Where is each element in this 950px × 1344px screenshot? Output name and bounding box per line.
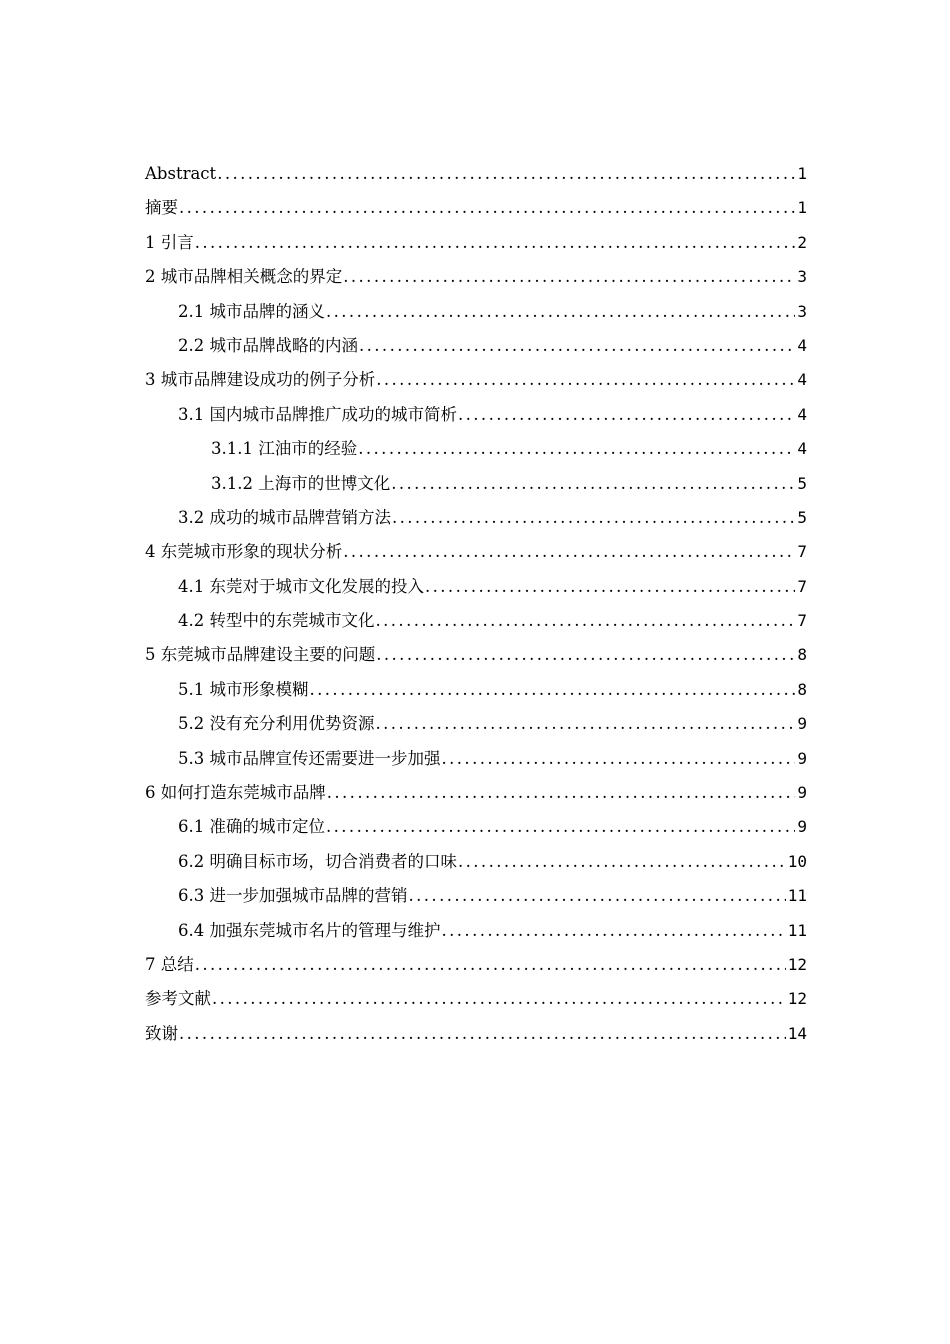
toc-dot-leader: [195, 948, 786, 982]
toc-entry-5[interactable]: [145, 638, 807, 672]
toc-entry-6-3[interactable]: [145, 879, 807, 913]
toc-page-number: 1: [797, 198, 807, 218]
toc-entry-title: 4 东莞城市形象的现状分析: [145, 542, 343, 562]
toc-page-number: 8: [797, 645, 807, 665]
toc-entry-title: 3.2 成功的城市品牌营销方法: [178, 507, 391, 527]
toc-page-number: 11: [787, 886, 807, 906]
toc-entry-2-2[interactable]: [145, 329, 807, 363]
toc-page-number: 8: [797, 679, 807, 699]
toc-dot-leader: [217, 157, 795, 191]
toc-page-number: 12: [787, 989, 807, 1009]
toc-page-number: 11: [787, 920, 807, 940]
toc-dot-leader: [409, 879, 786, 913]
toc-dot-leader: [310, 673, 796, 707]
toc-page-number: 9: [797, 748, 807, 768]
toc-dot-leader: [343, 260, 795, 294]
toc-entry-title: 3.1 国内城市品牌推广成功的城市简析: [178, 404, 457, 424]
toc-entry-title: 5.2 没有充分利用优势资源: [178, 714, 375, 734]
toc-page-number: 9: [797, 783, 807, 803]
toc-dot-leader: [458, 845, 786, 879]
toc-dot-leader: [376, 604, 796, 638]
toc-entry-7[interactable]: [145, 948, 807, 982]
toc-entry-6[interactable]: [145, 776, 807, 810]
toc-page-number: 4: [797, 404, 807, 424]
toc-dot-leader: [376, 707, 796, 741]
toc-entry-3[interactable]: [145, 363, 807, 397]
toc-entry-title: 5 东莞城市品牌建设主要的问题: [145, 645, 376, 665]
toc-entry-title: 1 引言: [145, 232, 194, 252]
toc-page-number: 7: [797, 576, 807, 596]
toc-entry-3-1[interactable]: [145, 398, 807, 432]
toc-entry-acknowledgements[interactable]: [145, 1017, 807, 1051]
toc-dot-leader: [359, 329, 795, 363]
toc-page-number: 3: [797, 301, 807, 321]
toc-dot-leader: [326, 295, 795, 329]
toc-entry-abstract[interactable]: [145, 157, 807, 191]
toc-entry-title: 3.1.2 上海市的世博文化: [211, 473, 391, 493]
toc-entry-title: 参考文献: [145, 989, 211, 1009]
toc-entry-title: 3 城市品牌建设成功的例子分析: [145, 370, 376, 390]
toc-entry-4-2[interactable]: [145, 604, 807, 638]
toc-dot-leader: [343, 535, 795, 569]
toc-page-number: 2: [797, 232, 807, 252]
toc-page-number: 9: [797, 817, 807, 837]
toc-dot-leader: [391, 467, 795, 501]
toc-dot-leader: [425, 570, 795, 604]
toc-page-number: 4: [797, 370, 807, 390]
toc-entry-title: Abstract: [145, 164, 217, 183]
toc-entry-title: 6 如何打造东莞城市品牌: [145, 783, 326, 803]
toc-entry-5-1[interactable]: [145, 673, 807, 707]
toc-entry-title: 3.1.1 江油市的经验: [211, 439, 358, 459]
toc-entry-title: 2 城市品牌相关概念的界定: [145, 267, 343, 287]
toc-dot-leader: [442, 914, 786, 948]
toc-dot-leader: [179, 1017, 786, 1051]
toc-dot-leader: [195, 226, 796, 260]
toc-entry-6-1[interactable]: [145, 810, 807, 844]
toc-dot-leader: [392, 501, 795, 535]
toc-entry-6-4[interactable]: [145, 914, 807, 948]
toc-entry-6-2[interactable]: [145, 845, 807, 879]
toc-page-number: 4: [797, 335, 807, 355]
toc-dot-leader: [442, 742, 796, 776]
toc-entry-4[interactable]: [145, 535, 807, 569]
toc-page-number: 14: [787, 1023, 807, 1043]
toc-entry-title: 6.4 加强东莞城市名片的管理与维护: [178, 920, 441, 940]
toc-entry-title: 6.2 明确目标市场，切合消费者的口味: [178, 851, 457, 871]
toc-dot-leader: [212, 982, 786, 1016]
toc-entry-title: 致谢: [145, 1023, 178, 1043]
toc-entry-2[interactable]: [145, 260, 807, 294]
toc-dot-leader: [376, 363, 795, 397]
toc-page-number: 5: [797, 507, 807, 527]
toc-entry-5-2[interactable]: [145, 707, 807, 741]
toc-dot-leader: [327, 776, 796, 810]
toc-entry-5-3[interactable]: [145, 742, 807, 776]
toc-page-number: 1: [797, 164, 807, 183]
toc-dot-leader: [326, 810, 795, 844]
toc-dot-leader: [358, 432, 795, 466]
toc-dot-leader: [179, 191, 795, 225]
toc-entry-title: 2.2 城市品牌战略的内涵: [178, 335, 358, 355]
toc-entry-title: 4.1 东莞对于城市文化发展的投入: [178, 576, 424, 596]
toc-page-number: 3: [797, 267, 807, 287]
toc-entry-2-1[interactable]: [145, 295, 807, 329]
toc-page-number: 10: [787, 851, 807, 871]
toc-entry-title: 5.3 城市品牌宣传还需要进一步加强: [178, 748, 441, 768]
toc-entry-title: 2.1 城市品牌的涵义: [178, 301, 325, 321]
toc-entry-4-1[interactable]: [145, 570, 807, 604]
toc-entry-title: 6.3 进一步加强城市品牌的营销: [178, 886, 408, 906]
toc-dot-leader: [376, 638, 795, 672]
toc-entry-3-1-2[interactable]: [145, 467, 807, 501]
toc-entry-title: 摘要: [145, 198, 178, 218]
toc-entry-title: 7 总结: [145, 954, 194, 974]
toc-page-number: 7: [797, 542, 807, 562]
toc-entry-3-2[interactable]: [145, 501, 807, 535]
toc-entry-references[interactable]: [145, 982, 807, 1016]
toc-entry-3-1-1[interactable]: [145, 432, 807, 466]
toc-page-number: 9: [797, 714, 807, 734]
toc-entry-title: 6.1 准确的城市定位: [178, 817, 325, 837]
toc-page-number: 5: [797, 473, 807, 493]
toc-page-number: 7: [797, 611, 807, 631]
toc-entry-1[interactable]: [145, 226, 807, 260]
toc-entry-zhaiyao[interactable]: [145, 191, 807, 225]
toc-page-number: 12: [787, 954, 807, 974]
table-of-contents: [145, 157, 807, 1051]
toc-entry-title: 4.2 转型中的东莞城市文化: [178, 611, 375, 631]
toc-entry-title: 5.1 城市形象模糊: [178, 679, 309, 699]
toc-page-number: 4: [797, 439, 807, 459]
toc-dot-leader: [458, 398, 795, 432]
